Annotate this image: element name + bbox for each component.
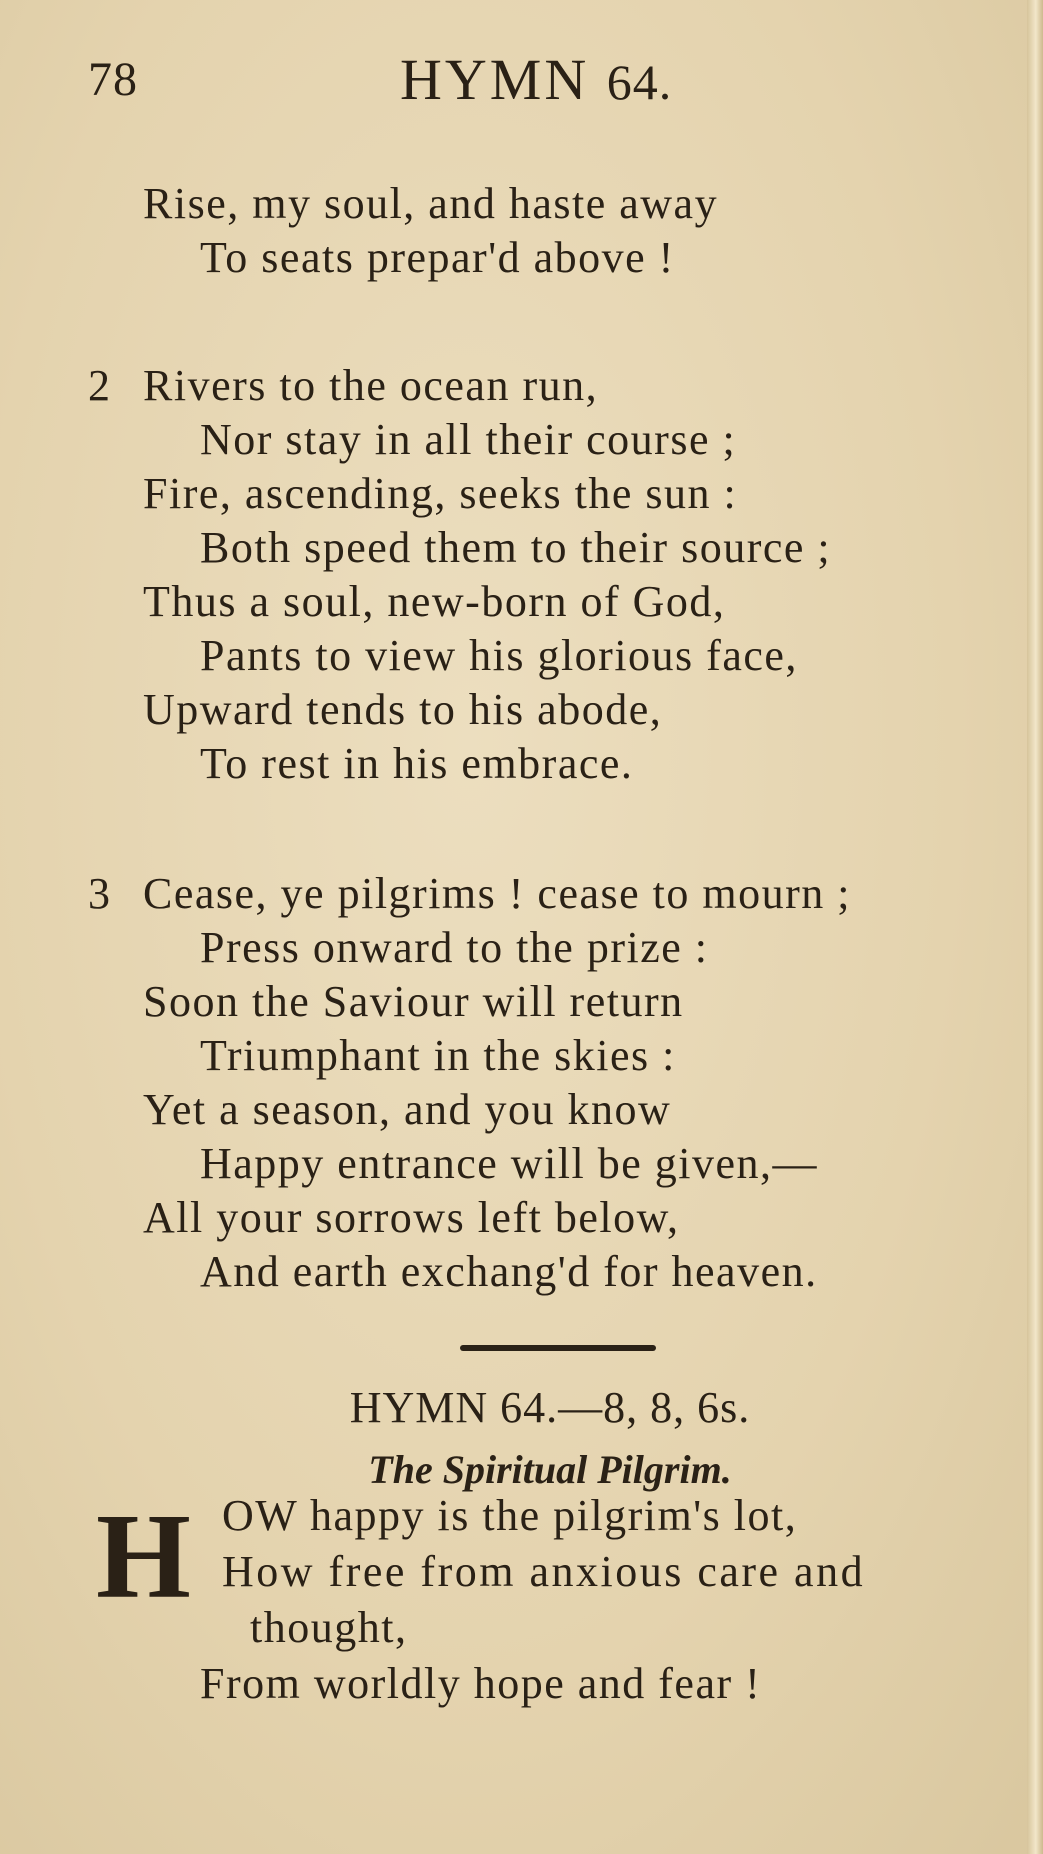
- hymn-heading: HYMN 64.—8, 8, 6s.: [349, 1383, 751, 1432]
- verse-line: Triumphant in the skies :: [200, 1031, 676, 1080]
- verse-line: From worldly hope and fear !: [200, 1659, 762, 1708]
- verse-line: How free from anxious care and: [222, 1547, 866, 1596]
- verse-line: Pants to view his glorious face,: [200, 631, 798, 680]
- verse-line: All your sorrows left below,: [143, 1193, 680, 1242]
- verse-line: Happy entrance will be given,—: [200, 1139, 819, 1188]
- drop-cap: H: [96, 1489, 191, 1624]
- page-number: 78: [88, 53, 138, 106]
- running-head-title: HYMN: [400, 47, 590, 112]
- verse-line: Nor stay in all their course ;: [200, 415, 737, 464]
- verse-line: To rest in his embrace.: [200, 739, 634, 788]
- verse-line: Yet a season, and you know: [143, 1085, 672, 1134]
- verse-line: Fire, ascending, seeks the sun :: [143, 469, 738, 518]
- verse-line: And earth exchang'd for heaven.: [200, 1247, 818, 1296]
- verse-line: Thus a soul, new-born of God,: [143, 577, 726, 626]
- verse-number: 3: [88, 869, 110, 918]
- page-edge: [1027, 0, 1043, 1854]
- verse-line: Press onward to the prize :: [200, 923, 709, 972]
- verse-line: Upward tends to his abode,: [143, 685, 663, 734]
- section-divider: [460, 1345, 656, 1351]
- hymn-subtitle: The Spiritual Pilgrim.: [368, 1447, 732, 1492]
- verse-line: Cease, ye pilgrims ! cease to mourn ;: [143, 869, 851, 918]
- page-header: [0, 46, 1000, 116]
- verse-line: OW happy is the pilgrim's lot,: [222, 1491, 798, 1540]
- verse-line: To seats prepar'd above !: [200, 233, 675, 282]
- verse-line: thought,: [250, 1603, 408, 1652]
- verse-number: 2: [88, 361, 110, 410]
- verse-line: Soon the Saviour will return: [143, 977, 684, 1026]
- verse-line: Rise, my soul, and haste away: [143, 179, 719, 228]
- verse-line: Rivers to the ocean run,: [143, 361, 599, 410]
- running-head: [400, 46, 672, 113]
- verse-line: Both speed them to their source ;: [200, 523, 832, 572]
- running-head-number: 64.: [606, 54, 673, 110]
